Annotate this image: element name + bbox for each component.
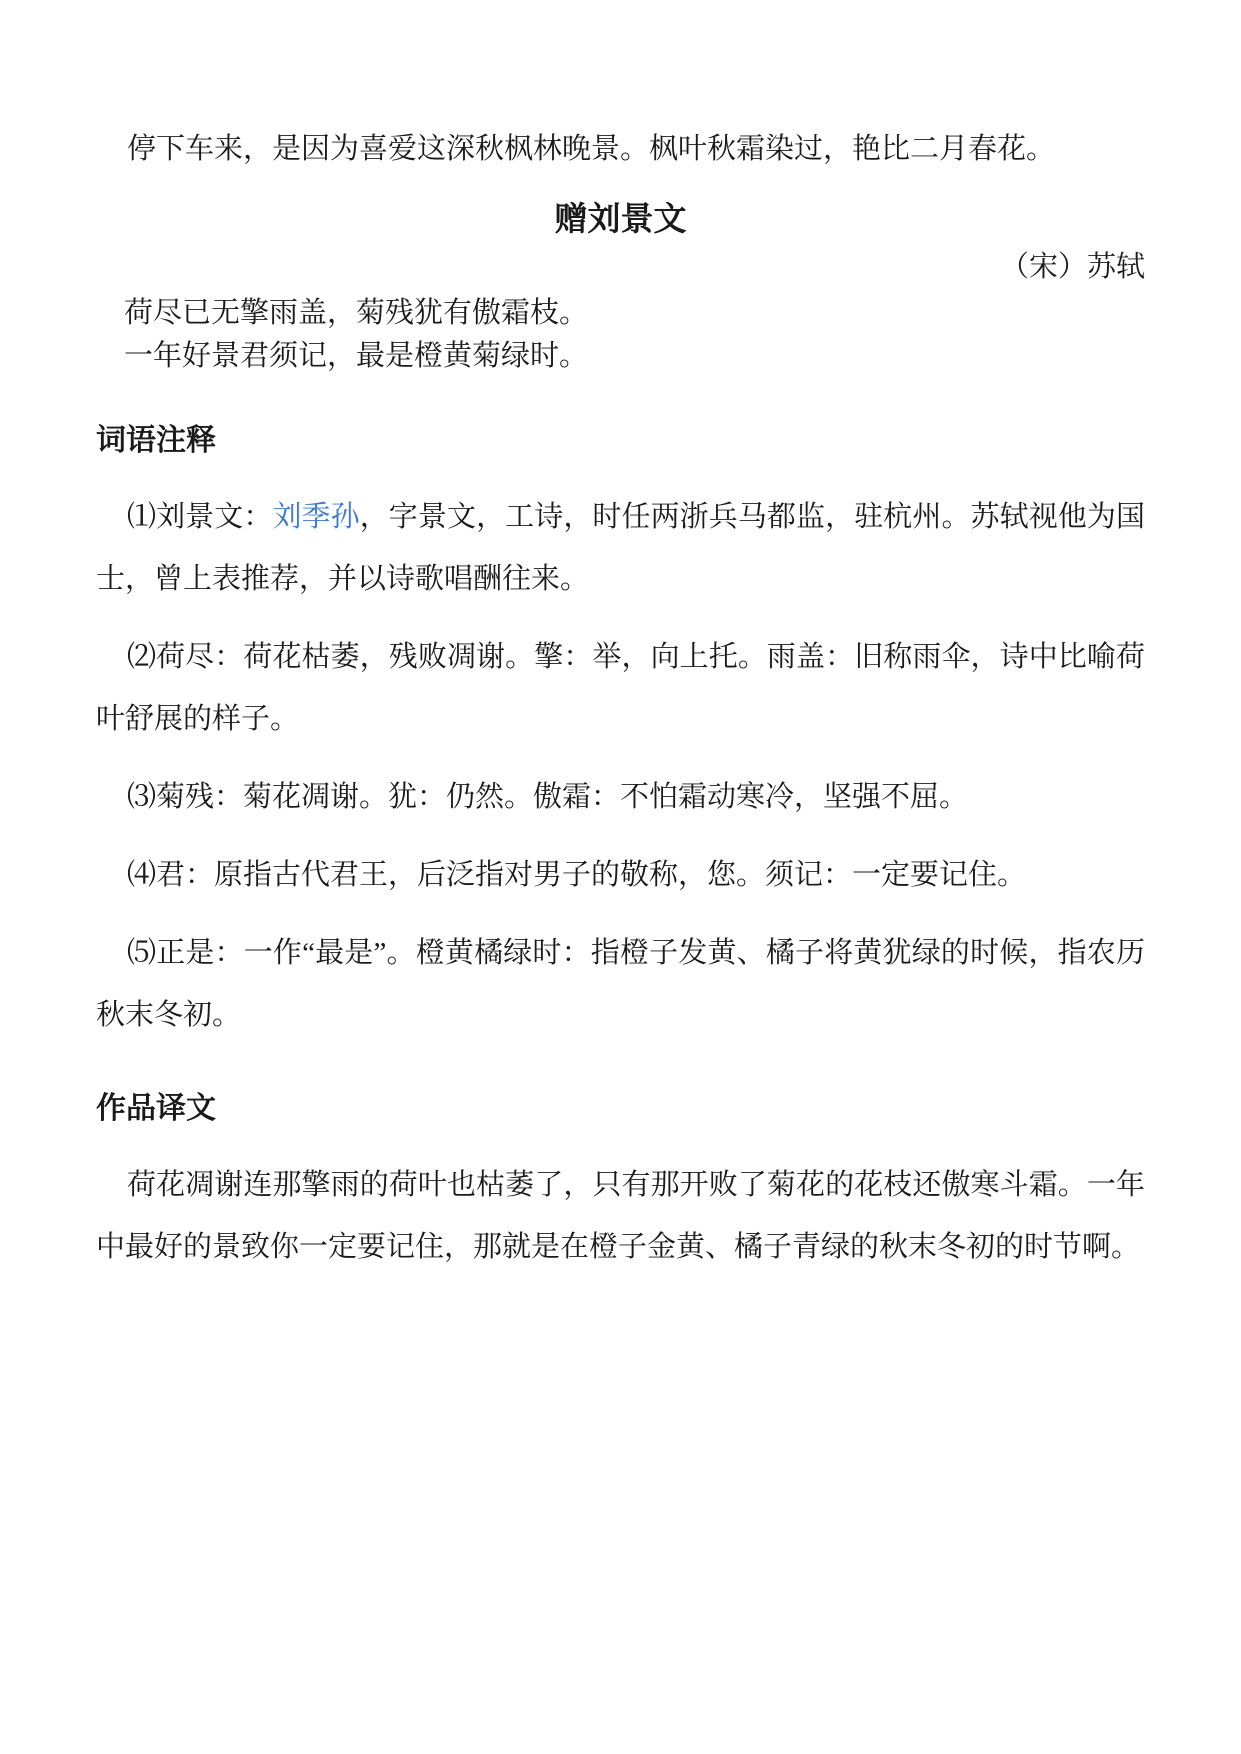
poem-line-2: 一年好景君须记，最是橙黄菊绿时。 [124,340,589,372]
intro-paragraph: 停下车来，是因为喜爱这深秋枫林晚景。枫叶秋霜染过，艳比二月春花。 [127,133,1056,165]
document-page [96,118,1145,1278]
note-number: ⑸ [127,937,157,969]
poem-body [96,292,1145,378]
liu-jisun-link[interactable]: 刘季孙 [272,501,360,533]
note-number: ⑷ [127,859,157,891]
note-item-1 [96,486,1145,610]
note-item-4 [96,844,1145,906]
notes-section-heading: 词语注释 [96,424,216,457]
note-number: ⑶ [127,781,157,813]
poem-line-1: 荷尽已无擎雨盖，菊残犹有傲霜枝。 [124,297,589,329]
poem-author: （宋）苏轼 [999,251,1145,283]
note-text: 正是：一作“最是”。橙黄橘绿时：指橙子发黄、橘子将黄犹绿的时候，指农历秋末冬初。 [96,937,1145,1031]
note-text: 君：原指古代君王，后泛指对男子的敬称，您。须记：一定要记住。 [156,859,1027,891]
note-text-before-link: 刘景文： [156,501,273,533]
note-item-2 [96,626,1145,750]
note-item-3 [96,766,1145,828]
note-text: 菊残：菊花凋谢。犹：仍然。傲霜：不怕霜动寒冷，坚强不屈。 [156,781,969,813]
translation-section-heading: 作品译文 [96,1092,216,1125]
poem-title: 赠刘景文 [554,200,687,237]
note-text: 荷尽：荷花枯萎，残败凋谢。擎：举，向上托。雨盖：旧称雨伞，诗中比喻荷叶舒展的样子。 [96,641,1145,735]
note-text-after-link: ，字景文，工诗，时任两浙兵马都监，驻杭州。苏轼视他为国士，曾上表推荐，并以诗歌唱酬往来。 [96,501,1145,595]
note-number: ⑴ [127,501,157,533]
note-item-5 [96,922,1145,1046]
note-number: ⑵ [127,641,157,673]
translation-paragraph: 荷花凋谢连那擎雨的荷叶也枯萎了，只有那开败了菊花的花枝还傲寒斗霜。一年中最好的景致你一定要记住，那就是在橙子金黄、橘子青绿的秋末冬初的时节啊。 [96,1169,1145,1263]
